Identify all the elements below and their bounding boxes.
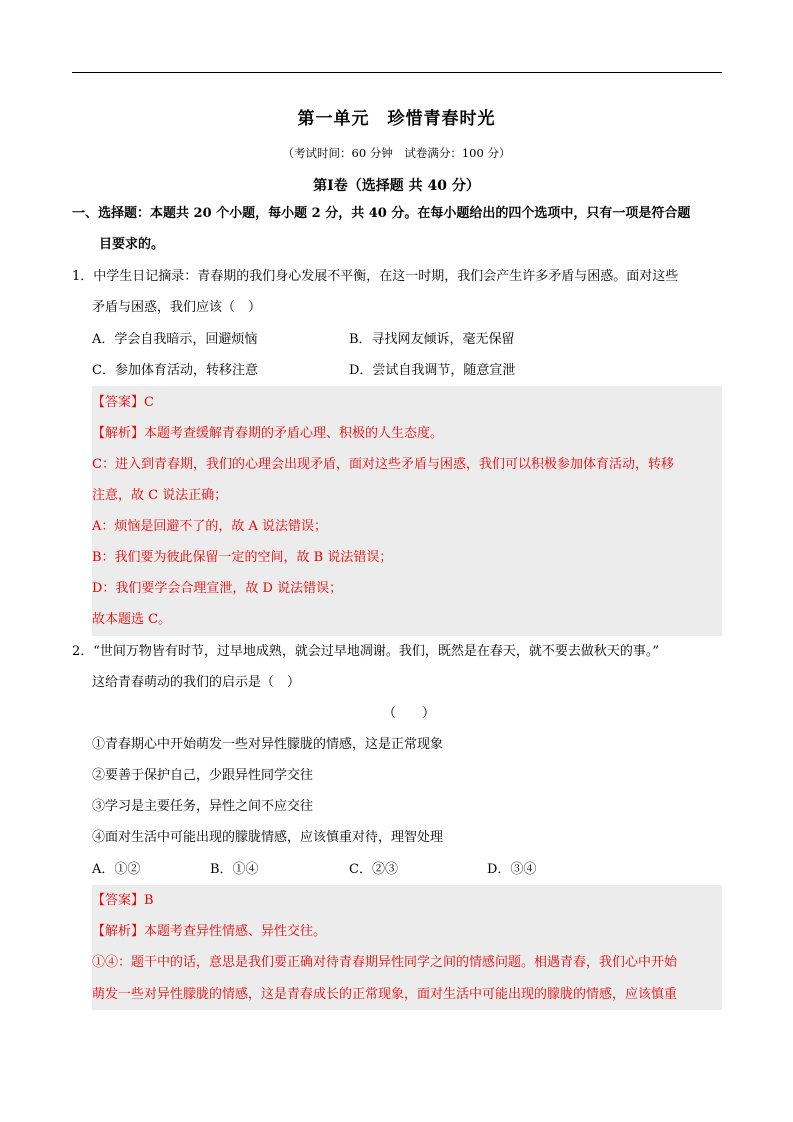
q1-option-d: D．尝试自我调节，随意宣泄 — [349, 363, 516, 378]
q2-answer: 【答案】B — [92, 893, 154, 908]
q1-option-c: C．参加体育活动，转移注意 — [92, 363, 258, 378]
q1-explanation-6: 故本题选 C。 — [92, 612, 172, 627]
q1-explanation-5: D：我们要学会合理宣泄，故 D 说法错误； — [92, 581, 343, 596]
q2-statement-1: ①青春期心中开始萌发一些对异性朦胧的情感，这是正常现象 — [92, 737, 444, 752]
q1-option-b: B．寻找网友倾诉，毫无保留 — [349, 332, 515, 347]
exam-info: （考试时间：60 分钟 试卷满分：100 分） — [282, 146, 511, 160]
q2-explanation-1: ①④：题干中的话，意思是我们要正确对待青春期异性同学之间的情感问题。相遇青春，我们心中开始 — [92, 955, 678, 970]
instructions-line-1: 一、选择题：本题共 20 个小题，每小题 2 分，共 40 分。在每小题给出的四个选项中，只有一项是符合题 — [72, 206, 691, 221]
q1-stem-line-2: 矛盾与困惑，我们应该（ ） — [92, 300, 262, 315]
instructions-line-2: 目要求的。 — [99, 237, 165, 252]
q1-option-a: A．学会自我暗示，回避烦恼 — [92, 332, 258, 347]
q1-answer-box — [92, 386, 722, 636]
q1-explanation-3: A：烦恼是回避不了的，故 A 说法错误； — [92, 519, 328, 534]
q2-explanation-2: 萌发一些对异性朦胧的情感，这是青春成长的正常现象，面对生活中可能出现的朦胧的情感，应该慎重 — [92, 987, 678, 1002]
section-heading: 第Ⅰ卷（选择题 共 40 分） — [313, 178, 480, 194]
q2-option-b: B．①④ — [210, 862, 259, 877]
header-rule — [72, 72, 722, 73]
q2-statement-4: ④面对生活中可能出现的朦胧情感，应该慎重对待，理智处理 — [92, 830, 444, 845]
q1-explanation-1: C：进入到青春期，我们的心理会出现矛盾，面对这些矛盾与困惑，我们可以积极参加体育活动，转移 — [92, 457, 674, 472]
q1-explanation-4: B：我们要为彼此保留一定的空间，故 B 说法错误； — [92, 550, 393, 565]
q2-stem-line-1: 2．“世间万物皆有时节，过早地成熟，就会过早地凋谢。我们，既然是在春天，就不要去做秋天的事。” — [72, 644, 660, 659]
q2-analysis: 【解析】本题考查异性情感、异性交往。 — [92, 924, 327, 939]
q2-option-c: C．②③ — [349, 862, 398, 877]
q2-statement-2: ②要善于保护自己，少跟异性同学交往 — [92, 768, 314, 783]
page-title: 第一单元 珍惜青春时光 — [297, 109, 496, 129]
q2-statement-3: ③学习是主要任务，异性之间不应交往 — [92, 799, 314, 814]
q1-answer: 【答案】C — [92, 395, 154, 410]
q1-analysis: 【解析】本题考查缓解青春期的矛盾心理、积极的人生态度。 — [92, 426, 444, 441]
q1-stem-line-1: 1．中学生日记摘录：青春期的我们身心发展不平衡，在这一时期，我们会产生许多矛盾与困惑。面对这些 — [72, 269, 679, 284]
q2-option-a: A．①② — [92, 862, 141, 877]
q1-explanation-2: 注意，故 C 说法正确； — [92, 488, 228, 503]
q2-option-d: D．③④ — [487, 862, 537, 877]
q2-stem-line-2: 这给青春萌动的我们的启示是（ ） — [92, 675, 301, 690]
q2-blank: （ ） — [383, 706, 436, 721]
